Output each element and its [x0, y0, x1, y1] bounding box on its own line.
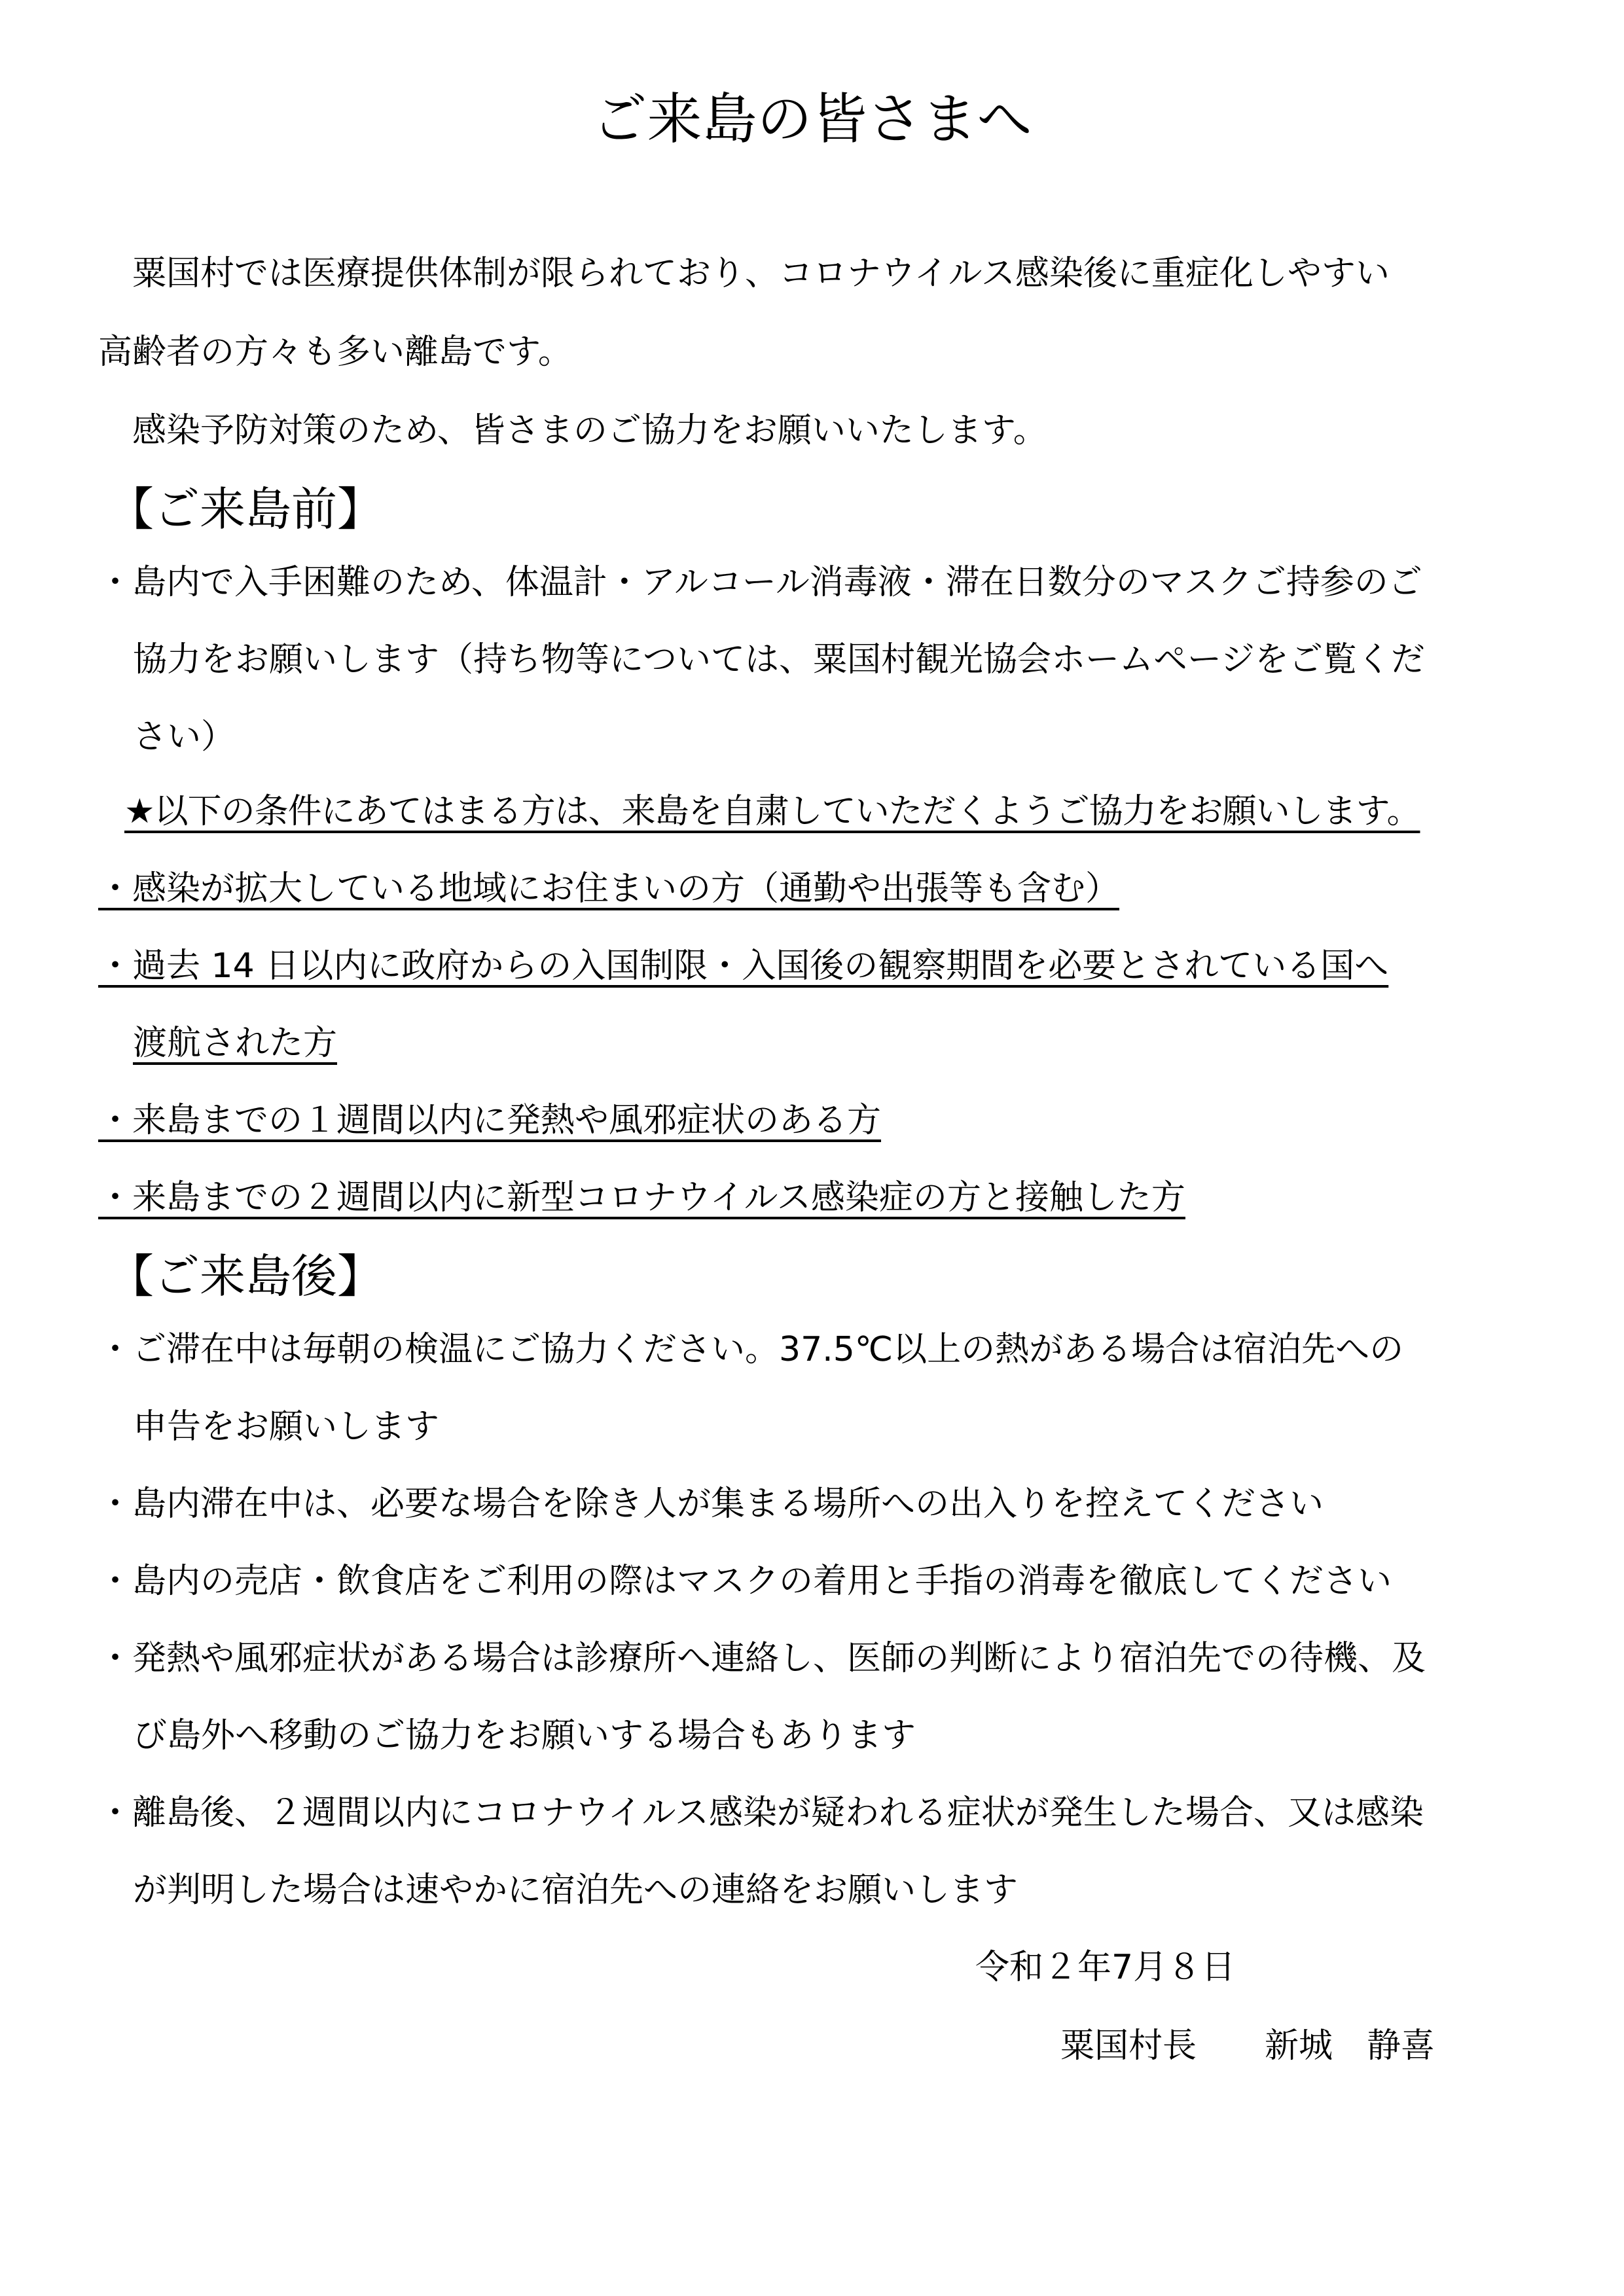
bring-item-line: 協力をお願いします（持ち物等については、粟国村観光協会ホームページをご覧くだ: [133, 640, 1425, 679]
bring-item-line: さい）: [133, 717, 236, 757]
condition-line: ・来島までの１週間以内に発熱や風邪症状のある方: [98, 1101, 882, 1140]
signature: 粟国村長 新城 静喜: [1060, 2026, 1435, 2066]
section-heading-after: 【ご来島後】: [108, 1249, 383, 1303]
after-item-line: ・離島後、２週間以内にコロナウイルス感染が疑われる症状が発生した場合、又は感染: [98, 1793, 1424, 1833]
condition-line: ・来島までの２週間以内に新型コロナウイルス感染症の方と接触した方: [98, 1178, 1185, 1217]
intro-line: 感染予防対策のため、皆さまのご協力をお願いいたします。: [98, 411, 1047, 450]
bring-item-line: ・島内で入手困難のため、体温計・アルコール消毒液・滞在日数分のマスクご持参のご: [98, 563, 1422, 602]
page-title: ご来島の皆さまへ: [592, 87, 1032, 151]
after-item-line: が判明した場合は速やかに宿泊先への連絡をお願いします: [133, 1871, 1019, 1910]
self-restraint-notice: ★以下の条件にあてはまる方は、来島を自粛していただくようご協力をお願いします。: [124, 792, 1420, 831]
condition-line: ・過去 14 日以内に政府からの入国制限・入国後の観察期間を必要とされている国へ: [98, 946, 1389, 986]
after-item-line: ・島内の売店・飲食店をご利用の際はマスクの着用と手指の消毒を徹底してください: [98, 1562, 1392, 1601]
section-heading-before: 【ご来島前】: [108, 482, 383, 536]
after-item-line: ・島内滞在中は、必要な場合を除き人が集まる場所への出入りを控えてください: [98, 1484, 1324, 1524]
condition-line: 渡航された方: [133, 1024, 338, 1063]
after-item-line: び島外へ移動のご協力をお願いする場合もあります: [133, 1716, 916, 1755]
intro-line: 粟国村では医療提供体制が限られており、コロナウイルス感染後に重症化しやすい: [98, 254, 1390, 293]
after-item-line: 申告をお願いします: [133, 1407, 440, 1446]
after-item-line: ・発熱や風邪症状がある場合は診療所へ連絡し、医師の判断により宿泊先での待機、及: [98, 1639, 1426, 1678]
after-item-line: ・ご滞在中は毎朝の検温にご協力ください。37.5℃以上の熱がある場合は宿泊先への: [98, 1330, 1404, 1369]
intro-line: 高齢者の方々も多い離島です。: [98, 332, 572, 372]
condition-line: ・感染が拡大している地域にお住まいの方（通勤や出張等も含む）: [98, 869, 1120, 908]
issue-date: 令和２年7月８日: [975, 1948, 1236, 1987]
